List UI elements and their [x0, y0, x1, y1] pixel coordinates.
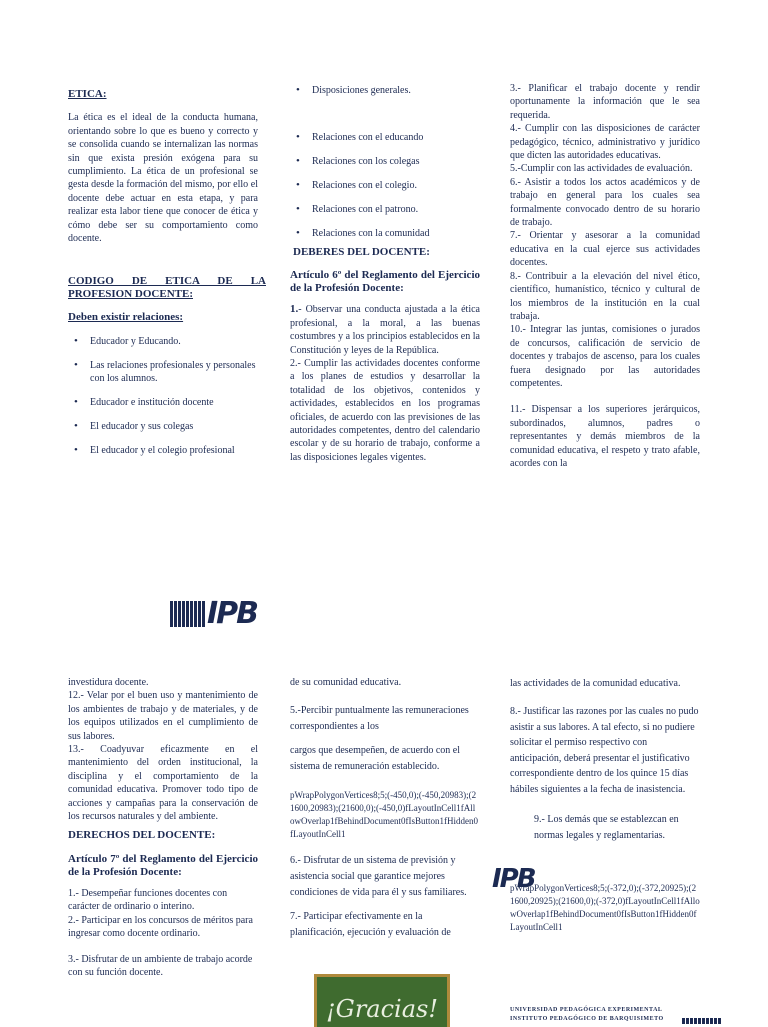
derecho-3: 3.- Disfrutar de un ambiente de trabajo acorde con su función docente.: [68, 953, 253, 978]
deber-10: 10.- Integrar las juntas, comisiones o jurados de concursos, calificación de servicio de docentes y trabajos de ascenso, para los cuales fuera designado por las autoridades competentes.: [510, 324, 700, 389]
disposiciones-list: [278, 84, 480, 97]
deber-2: 2.- Cumplir las actividades docentes conforme a los planes de estudios y desarrollar la totalidad de los objetivos, contenidos y actividades, establecidos en los programas oficiales, de acuerdo con las previsiones de las autoridades competentes, dentro del calendario escolar y de su horario de trabajo, conforme a las disposiciones legales vigentes.: [290, 358, 480, 463]
deber-11: 11.- Dispensar a los superiores jerárquicos, subordinados, alumnos, padres o representantes y demás miembros de la comunidad educativa, el respeto y trato afable, acordes con la: [510, 404, 700, 469]
list-item: • Relaciones con los colegas: [278, 155, 480, 168]
list-item: • Educador y Educando.: [56, 335, 258, 348]
deber-4: 4.- Cumplir con las disposiciones de carácter pedagógico, técnico, administrativo y jurídico que dicten las autoridades educativas.: [510, 123, 700, 162]
university-name: UNIVERSIDAD PEDAGÓGICA EXPERIMENTAL: [510, 1007, 663, 1013]
derecho-2: 2.- Participar en los concursos de méritos para ingresar como docente ordinario.: [68, 914, 253, 940]
field-code-text-2: pWrapPolygonVertices8;5;(-372,0);(-372,20925);(21600,20925);(21600,0);(-372,0)fLayoutInCell1fAllowOverlap1fBehindDocument0fIsButton1fHidden0fLayoutInCell1: [510, 882, 700, 932]
etica-heading: ETICA:: [68, 88, 107, 100]
derecho-6: 6.- Disfrutar de un sistema de previsión y asistencia social que garantice mejores condiciones de vida para él y sus familiares.: [290, 855, 467, 899]
cargos-text: cargos que desempeñen, de acuerdo con el sistema de remuneración establecido.: [290, 745, 461, 773]
deber-5: 5.-Cumplir con las actividades de evaluación.: [510, 163, 693, 175]
derechos-heading: DERECHOS DEL DOCENTE:: [68, 829, 216, 842]
logo-text: IPB: [207, 596, 258, 631]
column-etica: [68, 88, 266, 457]
small-logo-stripes: [682, 1018, 721, 1024]
relaciones-heading: Deben existir relaciones:: [68, 311, 184, 324]
investidura-text: investidura docente.: [68, 677, 149, 688]
articulo6-heading: Artículo 6º del Reglamento del Ejercicio de la Profesión Docente:: [290, 269, 480, 295]
actividades-text: las actividades de la comunidad educativa.: [510, 678, 681, 689]
column-deberes-cont: [510, 82, 700, 470]
deber-12: 12.- Velar por el buen uso y mantenimiento de los ambientes de trabajo y de materiales, y de los equipos utilizados en el cumplimiento de sus labores.: [68, 690, 258, 742]
articulo7-heading: Artículo 7º del Reglamento del Ejercicio de la Profesión Docente:: [68, 852, 258, 878]
relaciones-list: [56, 335, 258, 457]
derecho-7: 7.- Participar efectivamente en la planificación, ejecución y evaluación de: [290, 911, 451, 939]
field-code-text: pWrapPolygonVertices8;5;(-450,0);(-450,20983);(21600,20983);(21600,0);(-450,0)fLayoutInCell1fAllowOverlap1fBehindDocument0fIsButton1fHidden0fLayoutInCell1: [290, 790, 478, 840]
column-derechos-end: [510, 676, 700, 934]
deber-6: 6.- Asistir a todos los actos académicos y de trabajo en general para los cuales sea formalmente convocado dentro de su horario de trabajo.: [510, 176, 700, 229]
etica-text: La ética es el ideal de la conducta humana, orientando sobre lo que es bueno y correcto y se consolida cuando se internalizan las normas sin que exista presión exógena para su cumplimiento. La ética de un profesional se gesta desde la formación del mismo, por ello el docente debe actuar en esta etapa, y para realizar esta labor tiene que conocer de ética y cómo debe ser su comportamiento como docente.: [68, 112, 258, 245]
list-item: • Educador e institución docente: [56, 396, 258, 409]
logo-text-small: IPB: [492, 864, 535, 894]
institute-name: INSTITUTO PEDAGÓGICO DE BARQUISIMETO: [510, 1016, 664, 1022]
deberes-heading: DEBERES DEL DOCENTE:: [293, 246, 430, 258]
logo-stripes: [170, 601, 205, 627]
comunidad-text: de su comunidad educativa.: [290, 677, 402, 688]
derecho-1: 1.- Desempeñar funciones docentes con carácter de ordinario o interino.: [68, 887, 228, 913]
list-item: • Relaciones con el patrono.: [278, 203, 480, 216]
university-caption: [510, 1006, 664, 1024]
column-derechos: [68, 676, 258, 979]
list-item: • Disposiciones generales.: [278, 84, 480, 97]
derecho-8: 8.- Justificar las razones por las cuales no pudo asistir a sus labores. A tal efecto, si no pudiere solicitar el permiso respectivo con anticipación, deberá presentar el justificativo correspondiente dentro de los quince 15 días hábiles siguientes a la fecha de inasistencia.: [510, 706, 699, 795]
ipb-logo-small: [492, 864, 535, 894]
deber-3: 3.- Planificar el trabajo docente y rendir oportunamente la información que le sea requerida.: [510, 83, 700, 121]
deber-13: 13.- Coadyuvar eficazmente en el mantenimiento del orden institucional, la disciplina y el comportamiento de la comunidad educativa. Promover todo tipo de acciones y campañas para la conservación de los recursos naturales y del ambiente.: [68, 744, 258, 823]
list-item: • El educador y el colegio profesional: [56, 444, 258, 457]
deber-7: 7.- Orientar y asesorar a la comunidad educativa en la cual ejerce sus actividades docentes.: [510, 230, 700, 269]
deber-1-number: 1.: [290, 303, 299, 316]
list-item: • Relaciones con el colegio.: [278, 179, 480, 192]
ipb-logo: [170, 596, 257, 631]
list-item: • Relaciones con el educando: [278, 131, 480, 144]
deber-1: [290, 303, 480, 357]
list-item: • Relaciones con la comunidad: [278, 227, 480, 240]
column-deberes: [290, 84, 480, 464]
deber-1-text: - Observar una conducta ajustada a la ética profesional, a la moral, a las buenas costumbres y a los principios establecidos en la Constitución y leyes de la República.: [290, 304, 480, 356]
column-derechos-cont: [290, 676, 478, 941]
derecho-9: 9.- Los demás que se establezcan en normas legales y reglamentarias.: [534, 813, 679, 841]
codigo-heading: CODIGO DE ETICA DE LA PROFESION DOCENTE:: [68, 275, 266, 301]
list-item: • Las relaciones profesionales y personales con los alumnos.: [56, 359, 258, 385]
deber-8: 8.- Contribuir a la elevación del nivel ético, científico, humanístico, técnico y cultural de los miembros de la institución en la cual trabaja.: [510, 270, 700, 322]
relaciones-cap-list: [278, 131, 480, 240]
derecho-5: 5.-Percibir puntualmente las remuneraciones correspondientes a los: [290, 705, 469, 733]
list-item: • El educador y sus colegas: [56, 420, 258, 433]
gracias-chalkboard: [314, 974, 450, 1027]
gracias-text: ¡Gracias!: [326, 995, 438, 1023]
